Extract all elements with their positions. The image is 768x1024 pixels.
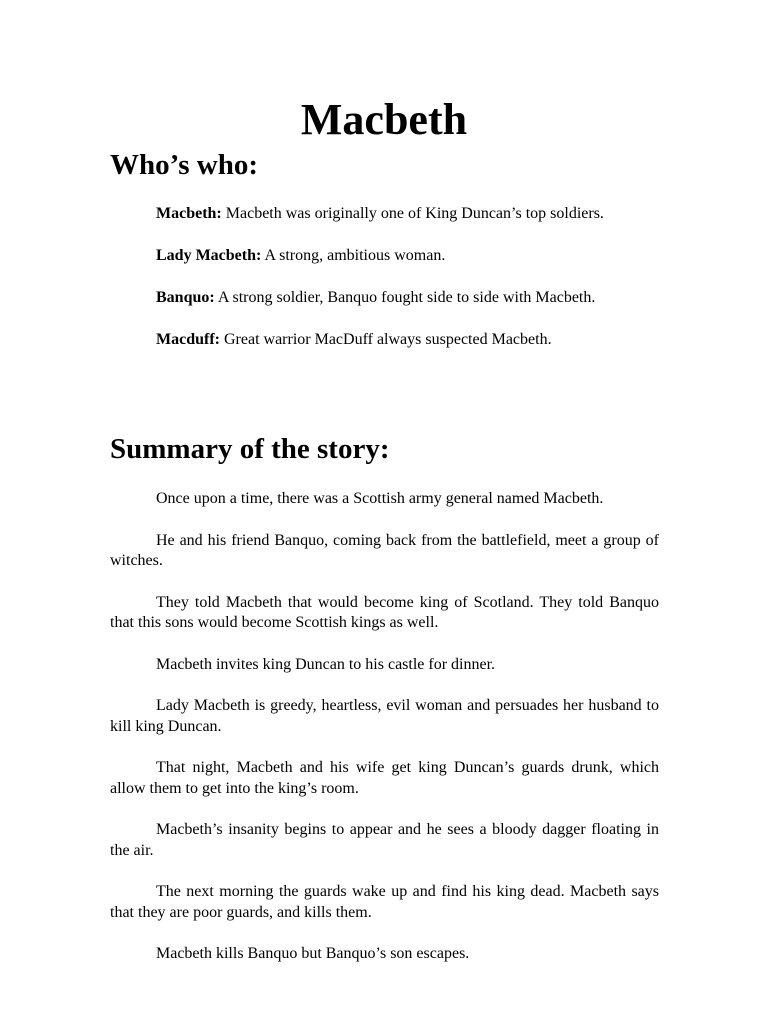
summary-paragraph: That night, Macbeth and his wife get king Duncan’s guards drunk, which allow them to get into the king’s room.: [110, 759, 659, 797]
summary-paragraph: He and his friend Banquo, coming back from the battlefield, meet a group of witches.: [110, 531, 659, 569]
character-entry-banquo: [156, 288, 626, 308]
document-title: Macbeth: [300, 95, 468, 144]
character-name: Macbeth:: [156, 205, 222, 222]
character-description: A strong soldier, Banquo fought side to side with Macbeth.: [214, 289, 596, 306]
character-name: Lady Macbeth:: [156, 247, 262, 264]
summary-paragraph: Macbeth kills Banquo but Banquo’s son escapes.: [156, 945, 470, 962]
character-name: Macduff:: [156, 331, 220, 348]
summary-heading: Summary of the story:: [110, 433, 390, 465]
character-entry-macbeth: [156, 204, 626, 224]
character-description: A strong, ambitious woman.: [261, 247, 446, 264]
story-summary: [110, 489, 659, 986]
summary-paragraph: They told Macbeth that would become king of Scotland. They told Banquo that this sons would become Scottish kings as well.: [110, 593, 659, 631]
summary-paragraph: Once upon a time, there was a Scottish army general named Macbeth.: [156, 490, 604, 507]
character-description: Macbeth was originally one of King Duncan’s top soldiers.: [221, 205, 604, 222]
character-entry-lady-macbeth: [156, 246, 626, 266]
whos-who-heading: Who’s who:: [110, 149, 258, 181]
summary-paragraph: Macbeth invites king Duncan to his castle for dinner.: [156, 655, 496, 673]
character-name: Banquo:: [156, 289, 215, 306]
character-list: [156, 204, 626, 372]
summary-paragraph: Lady Macbeth is greedy, heartless, evil woman and persuades her husband to kill king Duncan.: [110, 697, 659, 735]
summary-paragraph: Macbeth’s insanity begins to appear and he sees a bloody dagger floating in the air.: [110, 821, 659, 859]
character-entry-macduff: [156, 330, 626, 350]
summary-paragraph: The next morning the guards wake up and find his king dead. Macbeth says that they are poor guards, and kills them.: [110, 883, 659, 921]
character-description: Great warrior MacDuff always suspected Macbeth.: [219, 331, 552, 348]
